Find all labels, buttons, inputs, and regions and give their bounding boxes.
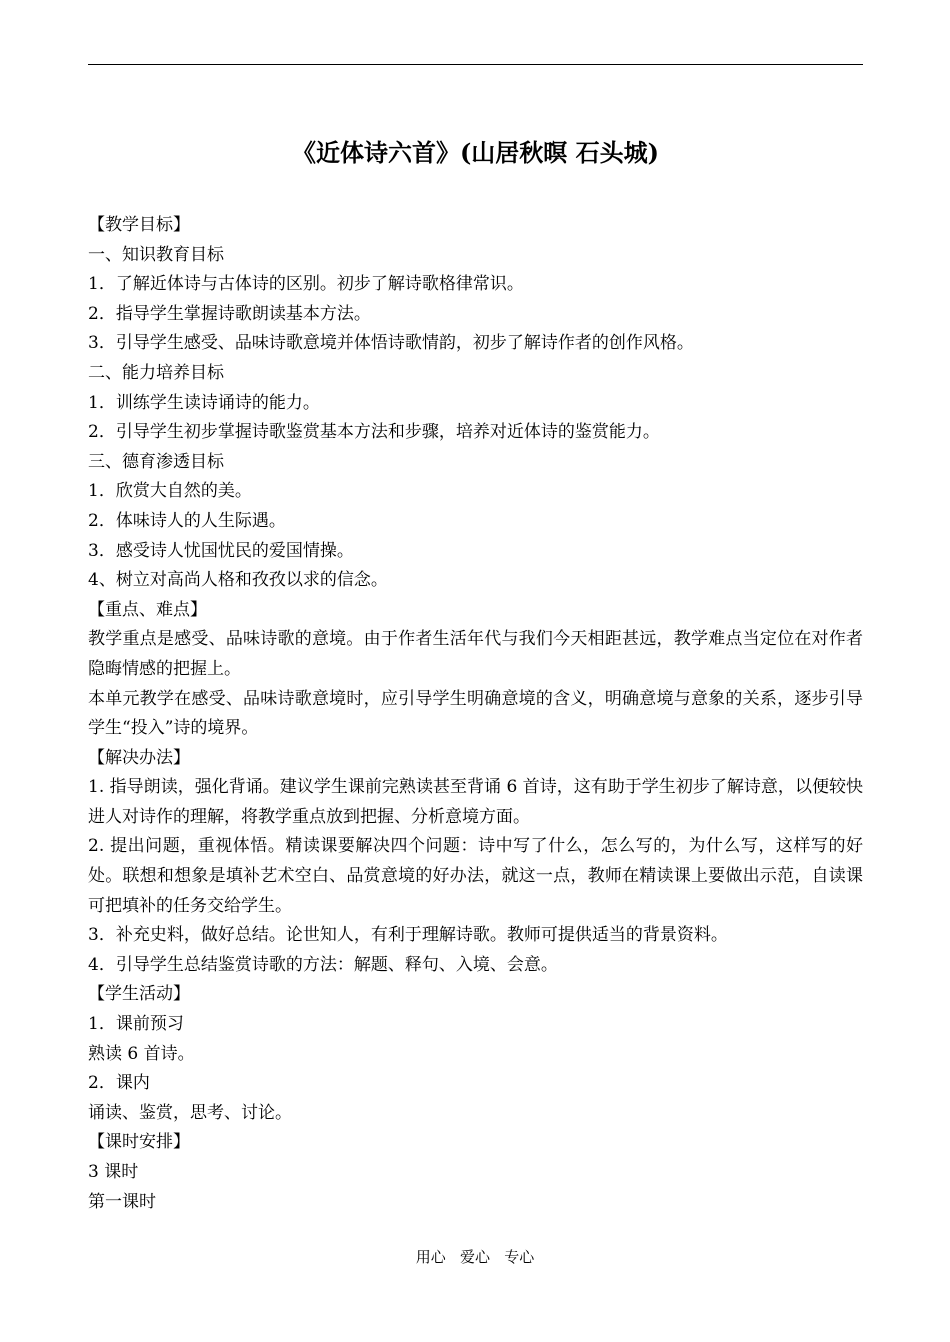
activity-heading: 【学生活动】 (88, 984, 190, 1005)
moral-item-2: 2．体味诗人的人生际遇。 (88, 510, 286, 531)
document-body (88, 211, 863, 1217)
document-title: 《近体诗六首》(山居秋暝 石头城) (291, 138, 660, 167)
activity-line-3: 2．课内 (88, 1073, 150, 1094)
schedule-line-1: 3 课时 (88, 1162, 139, 1182)
key-heading: 【重点、难点】 (88, 599, 207, 620)
activity-line-4: 诵读、鉴赏，思考、讨论。 (88, 1102, 292, 1123)
header-rule (88, 64, 863, 65)
knowledge-heading: 一、知识教育目标 (88, 244, 224, 265)
method-paragraph-1: 1. 指导朗读，强化背诵。建议学生课前完熟读甚至背诵 6 首诗，这有助于学生初步了解诗意，以便较快进人对诗作的理解，将教学重点放到把握、分析意境方面。 (88, 777, 863, 827)
activity-line-1: 1．课前预习 (88, 1014, 184, 1035)
moral-item-3: 3．感受诗人忧国忧民的爱国情操。 (88, 540, 354, 561)
key-paragraph-2: 本单元教学在感受、品味诗歌意境时，应引导学生明确意境的含义，明确意境与意象的关系，逐步引导学生“投入”诗的境界。 (88, 688, 863, 739)
schedule-heading: 【课时安排】 (88, 1132, 190, 1153)
knowledge-item-1: 1．了解近体诗与古体诗的区别。初步了解诗歌格律常识。 (88, 274, 524, 295)
method-heading: 【解决办法】 (88, 747, 190, 768)
method-paragraph-2: 2. 提出问题，重视体悟。精读课要解决四个问题：诗中写了什么，怎么写的，为什么写，这样写的好处。联想和想象是填补艺术空白、品赏意境的好办法，就这一点，教师在精读课上要做出示范，自读课可把填补的任务交给学生。 (88, 836, 863, 916)
moral-item-1: 1．欣赏大自然的美。 (88, 481, 252, 502)
ability-heading: 二、能力培养目标 (88, 362, 224, 383)
schedule-line-2: 第一课时 (88, 1191, 156, 1212)
knowledge-item-3: 3．引导学生感受、品味诗歌意境并体悟诗歌情韵，初步了解诗作者的创作风格。 (88, 333, 694, 354)
method-item-4: 4．引导学生总结鉴赏诗歌的方法：解题、释句、入境、会意。 (88, 954, 558, 975)
moral-item-4: 4、树立对高尚人格和孜孜以求的信念。 (88, 570, 388, 591)
activity-line-2: 熟读 6 首诗。 (88, 1043, 195, 1064)
knowledge-item-2: 2．指导学生掌握诗歌朗读基本方法。 (88, 303, 371, 324)
objectives-heading: 【教学目标】 (88, 215, 190, 235)
ability-item-2: 2．引导学生初步掌握诗歌鉴赏基本方法和步骤，培养对近体诗的鉴赏能力。 (88, 422, 660, 443)
key-paragraph-1: 教学重点是感受、品味诗歌的意境。由于作者生活年代与我们今天相距甚远，教学难点当定位在对作者隐晦情感的把握上。 (88, 629, 863, 679)
page-footer: 用心 爱心 专心 (415, 1248, 535, 1266)
ability-item-1: 1．训练学生读诗诵诗的能力。 (88, 392, 320, 413)
method-item-3: 3．补充史料，做好总结。论世知人，有利于理解诗歌。教师可提供适当的背景资料。 (88, 925, 728, 946)
moral-heading: 三、德育渗透目标 (88, 451, 224, 472)
